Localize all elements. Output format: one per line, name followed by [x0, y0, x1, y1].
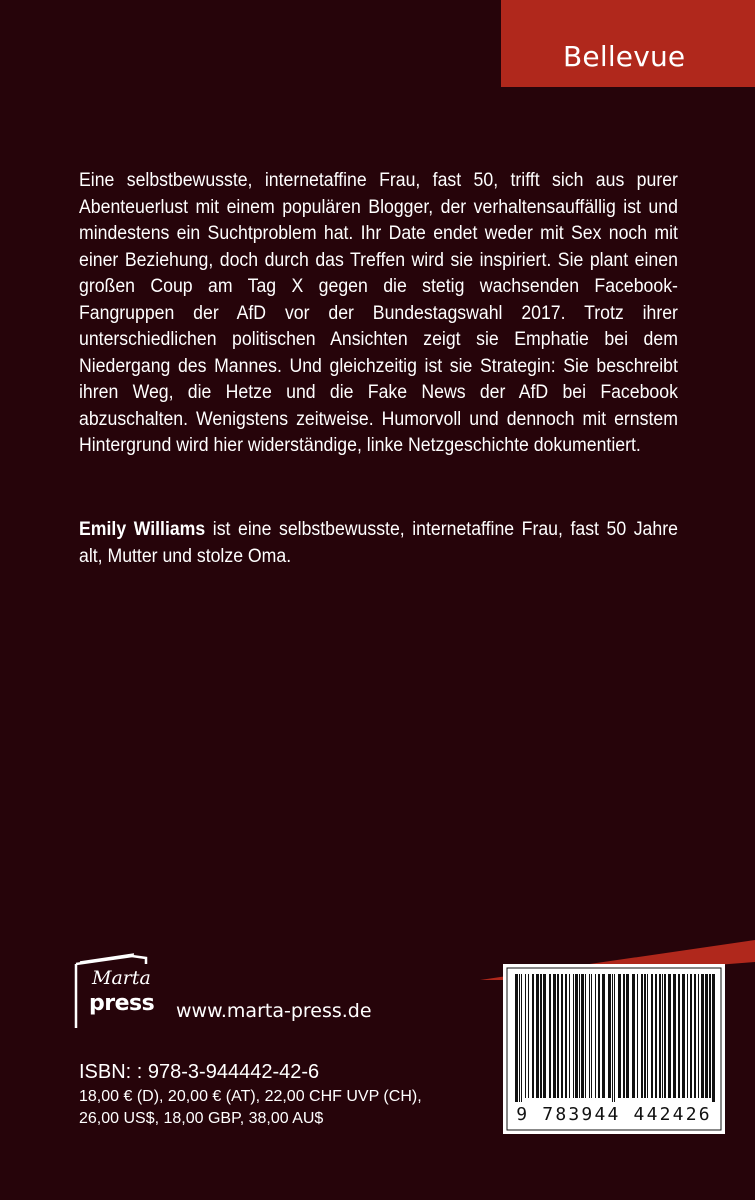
- barcode-bar: [589, 974, 590, 1098]
- barcode: [503, 964, 725, 1134]
- barcode-bar: [612, 974, 613, 1102]
- barcode-bar: [515, 974, 518, 1102]
- isbn: ISBN: : 978-3-944442-42-6: [79, 1061, 320, 1083]
- barcode-bar: [662, 974, 663, 1098]
- publisher-logo-press: press: [89, 991, 155, 1016]
- barcode-bar: [618, 974, 621, 1098]
- barcode-bar: [536, 974, 539, 1098]
- author-bio: [79, 517, 678, 570]
- barcode-bar: [705, 974, 708, 1098]
- barcode-bar: [709, 974, 711, 1098]
- barcode-bar: [668, 974, 671, 1098]
- barcode-bar: [525, 974, 526, 1098]
- barcode-bar: [712, 974, 715, 1102]
- barcode-bar: [579, 974, 580, 1098]
- barcode-bar: [687, 974, 688, 1098]
- barcode-bar: [678, 974, 680, 1098]
- blurb-text: Eine selbstbewusste, internetaffine Frau, fast 50, trifft sich aus purer Abenteuerlust mit einem populären Blogger, der verhaltensauffällig ist und mindestens ein Suchtproblem hat. Ihr Date endet weder mit Sex noch mit einer Beziehung, doch durch das Treffen wird sie inspiriert. Sie plant einen großen Coup am Tag X gegen die stetig wachsenden Facebook-Fangruppen der AfD vor der Bundestagswahl 2017. Trotz ihrer unterschiedlichen politischen Ansichten zeigt sie Emphatie bei dem Niedergang des Mannes. Und gleichzeitig ist sie Strategin: Sie beschreibt ihren Weg, die Hetze und die Fake News der AfD bei Facebook abzuschalten. Wenigstens zeitweise. Humorvoll und dennoch mit ernstem Hintergrund wird hier widerständige, linke Netzgeschichte dokumentiert.: [79, 170, 678, 456]
- barcode-bar: [647, 974, 648, 1098]
- barcode-bar: [549, 974, 551, 1098]
- barcode-bar: [651, 974, 653, 1098]
- barcode-bar: [585, 974, 586, 1098]
- barcode-bar: [602, 974, 605, 1098]
- barcode-bar: [540, 974, 542, 1098]
- barcode-bar: [595, 974, 596, 1098]
- barcode-bar: [532, 974, 534, 1098]
- barcode-bar: [690, 974, 692, 1098]
- barcode-bar: [591, 974, 592, 1098]
- barcode-bar: [598, 974, 600, 1098]
- barcode-bar: [521, 974, 522, 1102]
- barcode-bar: [664, 974, 666, 1098]
- price-line-2: 26,00 US$, 18,00 GBP, 38,00 AU$: [79, 1110, 324, 1127]
- barcode-bar: [528, 974, 529, 1098]
- barcode-bar: [682, 974, 685, 1098]
- barcode-bar: [553, 974, 556, 1098]
- barcode-bar: [644, 974, 646, 1098]
- book-blurb: [79, 168, 678, 460]
- barcode-bar: [626, 974, 629, 1098]
- barcode-bar: [632, 974, 635, 1098]
- prices: [79, 1086, 422, 1130]
- barcode-bar: [659, 974, 661, 1098]
- barcode-bar: [694, 974, 696, 1098]
- barcode-bar: [641, 974, 643, 1098]
- publisher-website[interactable]: www.marta-press.de: [176, 1000, 372, 1022]
- barcode-bar: [565, 974, 567, 1098]
- barcode-bar: [608, 974, 611, 1098]
- barcode-bar: [519, 974, 520, 1102]
- barcode-bar: [673, 974, 676, 1098]
- barcode-digits: 9 783944 442426: [516, 1104, 712, 1125]
- barcode-bar: [569, 974, 570, 1098]
- price-line-1: 18,00 € (D), 20,00 € (AT), 22,00 CHF UVP (CH),: [79, 1088, 422, 1105]
- barcode-bar: [581, 974, 584, 1098]
- barcode-bar: [701, 974, 704, 1098]
- barcode-bar: [557, 974, 559, 1098]
- barcode-bar: [637, 974, 638, 1098]
- barcode-bar: [561, 974, 563, 1098]
- barcode-bar: [573, 974, 574, 1098]
- barcode-bar: [698, 974, 699, 1098]
- barcode-bar: [575, 974, 578, 1098]
- publisher-logo-frame: [74, 950, 164, 1030]
- series-label: Bellevue: [563, 40, 686, 73]
- author-name: Emily Williams: [79, 519, 206, 540]
- barcode-bar: [655, 974, 657, 1098]
- author-bio-text: ist eine selbstbewusste, internetaffine Frau, fast 50 Jahre alt, Mutter und stolze Oma.: [79, 519, 678, 567]
- barcode-bar: [543, 974, 546, 1098]
- barcode-bar: [614, 974, 615, 1102]
- barcode-bar: [623, 974, 625, 1098]
- publisher-logo-marta: Marta: [92, 967, 151, 989]
